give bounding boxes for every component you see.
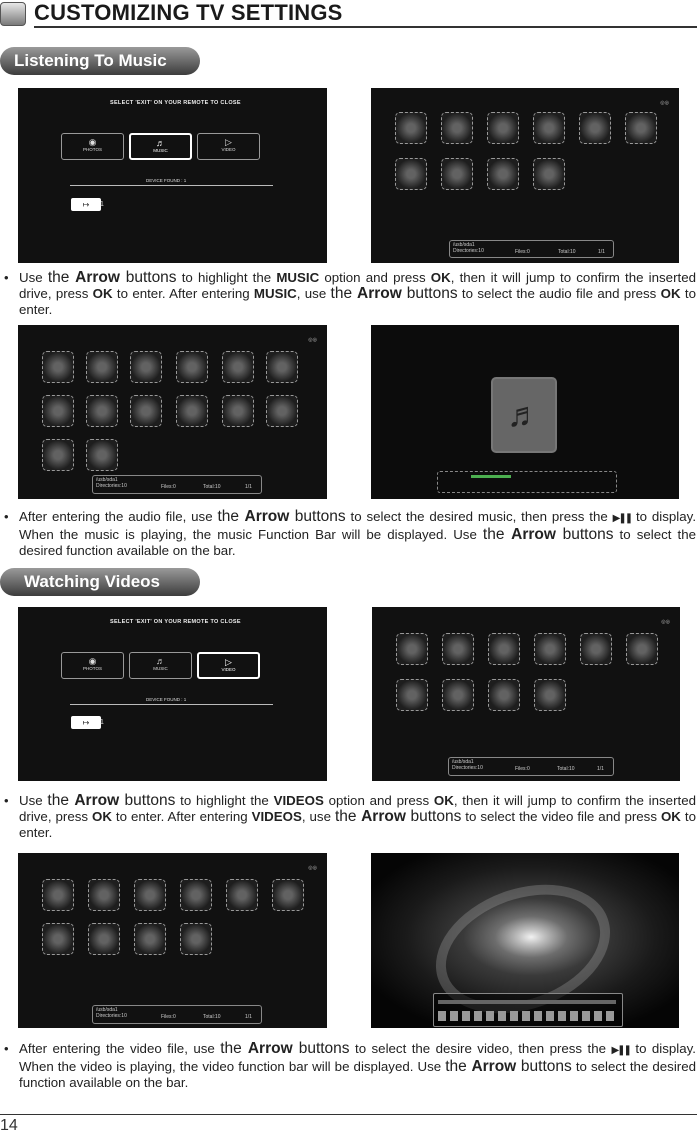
audio-thumb bbox=[176, 351, 208, 383]
audio-thumb bbox=[266, 351, 298, 383]
audio-thumb bbox=[130, 351, 162, 383]
page-title: CUSTOMIZING TV SETTINGS bbox=[34, 0, 343, 25]
audio-thumb bbox=[222, 351, 254, 383]
screenshot-menu-video bbox=[18, 607, 327, 781]
menu-photos-button: ◉ PHOTOS bbox=[61, 652, 124, 679]
path-label: /usb/sda1 bbox=[452, 759, 474, 765]
files-count: Files:0 bbox=[161, 1014, 176, 1020]
audio-thumb bbox=[266, 395, 298, 427]
audio-thumb bbox=[42, 351, 74, 383]
header-rule bbox=[34, 26, 697, 28]
audio-thumb bbox=[222, 395, 254, 427]
play-pause-icon: ▶❚❚ bbox=[612, 513, 632, 524]
speaker-icon: ♬ bbox=[491, 377, 557, 453]
menu-music-button: ♬ MUSIC bbox=[129, 652, 192, 679]
progress-bar bbox=[438, 1000, 616, 1004]
folder-thumb bbox=[442, 679, 474, 711]
folder-thumb bbox=[488, 633, 520, 665]
device-divider bbox=[70, 704, 273, 705]
video-thumb bbox=[226, 879, 258, 911]
files-count: Files:0 bbox=[161, 484, 176, 490]
folder-thumb bbox=[395, 112, 427, 144]
usb-icon: ↦ bbox=[71, 198, 101, 211]
screenshot-browser-video bbox=[372, 607, 680, 781]
folder-thumb bbox=[396, 679, 428, 711]
device-found-label: DEVICE FOUND : 1 bbox=[146, 697, 187, 702]
video-thumb bbox=[42, 879, 74, 911]
audio-thumb bbox=[86, 395, 118, 427]
folder-thumb bbox=[395, 158, 427, 190]
folder-thumb bbox=[626, 633, 658, 665]
header-square-icon bbox=[0, 2, 26, 26]
device-found-label: DEVICE FOUND : 1 bbox=[146, 178, 187, 183]
brand-logo: ◎◎ bbox=[308, 337, 317, 343]
video-thumb bbox=[42, 923, 74, 955]
brand-logo: ◎◎ bbox=[660, 100, 669, 106]
folder-thumb bbox=[396, 633, 428, 665]
bullet: • bbox=[4, 793, 9, 808]
usb-count: 1 bbox=[100, 201, 104, 208]
menu-photos-button: ◉ PHOTOS bbox=[61, 133, 124, 160]
directory-info-box bbox=[449, 240, 614, 258]
bullet: • bbox=[4, 1041, 9, 1056]
directory-info-box bbox=[448, 757, 614, 776]
music-function-bar bbox=[437, 471, 617, 493]
page-indicator: 1/1 bbox=[245, 1014, 252, 1020]
page-indicator: 1/1 bbox=[245, 484, 252, 490]
menu-video-button: ▷ VIDEO bbox=[197, 133, 260, 160]
menu-prompt: SELECT 'EXIT' ON YOUR REMOTE TO CLOSE bbox=[110, 100, 241, 106]
video-thumb bbox=[180, 923, 212, 955]
audio-thumb bbox=[86, 439, 118, 471]
page-indicator: 1/1 bbox=[597, 766, 604, 772]
video-function-bar bbox=[433, 993, 623, 1027]
usb-icon: ↦ bbox=[71, 716, 101, 729]
music-step2-text: After entering the audio file, use the Arrow buttons to select the desired music, then press the ▶❚❚ to display. When the music is playing, the music Function Bar will be displayed. Use the Arrow buttons to select the desired function available on the bar. bbox=[19, 508, 697, 558]
speaker-icon: ♬ bbox=[156, 138, 165, 148]
directory-info-box bbox=[92, 1005, 262, 1024]
music-step1-text: Use the Arrow buttons to highlight the MUSIC option and press OK, then it will jump to confirm the inserted drive, press OK to enter. After entering MUSIC, use the Arrow buttons to select the audio file and press OK to enter. bbox=[19, 269, 696, 317]
video-thumb bbox=[88, 879, 120, 911]
folder-thumb bbox=[442, 633, 474, 665]
total-count: Total:10 bbox=[557, 766, 575, 772]
video-thumb bbox=[272, 879, 304, 911]
folder-thumb bbox=[625, 112, 657, 144]
path-label: /usb/sda1 bbox=[453, 242, 475, 248]
footer-rule bbox=[0, 1114, 697, 1115]
total-count: Total:10 bbox=[203, 484, 221, 490]
screenshot-video-files bbox=[18, 853, 327, 1028]
folder-thumb bbox=[488, 679, 520, 711]
folder-thumb bbox=[441, 112, 473, 144]
video-step1-text: Use the Arrow buttons to highlight the VIDEOS option and press OK, then it will jump to confirm the inserted drive, press OK to enter. After entering VIDEOS, use the Arrow buttons to select the video file and press OK to enter. bbox=[19, 792, 696, 840]
usb-count: 1 bbox=[100, 719, 104, 726]
directory-info-box bbox=[92, 475, 262, 494]
video-thumb bbox=[134, 923, 166, 955]
section-title-music: Listening To Music bbox=[0, 47, 200, 75]
directories-count: Directories:10 bbox=[452, 765, 483, 771]
folder-thumb bbox=[534, 679, 566, 711]
total-count: Total:10 bbox=[558, 249, 576, 255]
files-count: Files:0 bbox=[515, 249, 530, 255]
screenshot-menu-music bbox=[18, 88, 327, 263]
screenshot-video-playing bbox=[371, 853, 679, 1028]
folder-thumb bbox=[579, 112, 611, 144]
folder-thumb bbox=[580, 633, 612, 665]
camera-icon: ◉ bbox=[88, 137, 97, 147]
audio-thumb bbox=[176, 395, 208, 427]
audio-thumb bbox=[86, 351, 118, 383]
path-label: /usb/sda1 bbox=[96, 1007, 118, 1013]
brand-logo: ◎◎ bbox=[308, 865, 317, 871]
menu-video-button: ▷ VIDEO bbox=[197, 652, 260, 679]
total-count: Total:10 bbox=[203, 1014, 221, 1020]
path-label: /usb/sda1 bbox=[96, 477, 118, 483]
menu-music-button: ♬ MUSIC bbox=[129, 133, 192, 160]
page-indicator: 1/1 bbox=[598, 249, 605, 255]
directories-count: Directories:10 bbox=[453, 248, 484, 254]
page-number: 14 bbox=[0, 1117, 18, 1134]
speaker-icon: ♬ bbox=[156, 656, 165, 666]
function-buttons bbox=[438, 1011, 616, 1021]
screenshot-audio-files bbox=[18, 325, 327, 499]
directories-count: Directories:10 bbox=[96, 1013, 127, 1019]
folder-thumb bbox=[533, 158, 565, 190]
video-camera-icon: ▷ bbox=[225, 657, 232, 667]
folder-thumb bbox=[533, 112, 565, 144]
files-count: Files:0 bbox=[515, 766, 530, 772]
folder-thumb bbox=[487, 112, 519, 144]
screenshot-browser-music bbox=[371, 88, 679, 263]
audio-thumb bbox=[42, 395, 74, 427]
video-thumb bbox=[180, 879, 212, 911]
camera-icon: ◉ bbox=[88, 656, 97, 666]
folder-thumb bbox=[487, 158, 519, 190]
video-thumb bbox=[134, 879, 166, 911]
screenshot-music-playing bbox=[371, 325, 679, 499]
menu-prompt: SELECT 'EXIT' ON YOUR REMOTE TO CLOSE bbox=[110, 619, 241, 625]
video-step2-text: After entering the video file, use the Arrow buttons to select the desire video, then press the ▶❚❚ to display. When the video is playing, the video function bar will be displayed. Use the Arrow buttons to select the desired function available on the bar. bbox=[19, 1040, 697, 1090]
bullet: • bbox=[4, 270, 9, 285]
device-divider bbox=[70, 185, 273, 186]
bullet: • bbox=[4, 509, 9, 524]
audio-thumb bbox=[130, 395, 162, 427]
audio-thumb bbox=[42, 439, 74, 471]
section-title-video: Watching Videos bbox=[0, 568, 200, 596]
brand-logo: ◎◎ bbox=[661, 619, 670, 625]
folder-thumb bbox=[441, 158, 473, 190]
directories-count: Directories:10 bbox=[96, 483, 127, 489]
video-camera-icon: ▷ bbox=[225, 137, 232, 147]
video-thumb bbox=[88, 923, 120, 955]
folder-thumb bbox=[534, 633, 566, 665]
play-pause-icon: ▶❚❚ bbox=[611, 1045, 630, 1056]
progress-bar-fill bbox=[471, 475, 511, 478]
